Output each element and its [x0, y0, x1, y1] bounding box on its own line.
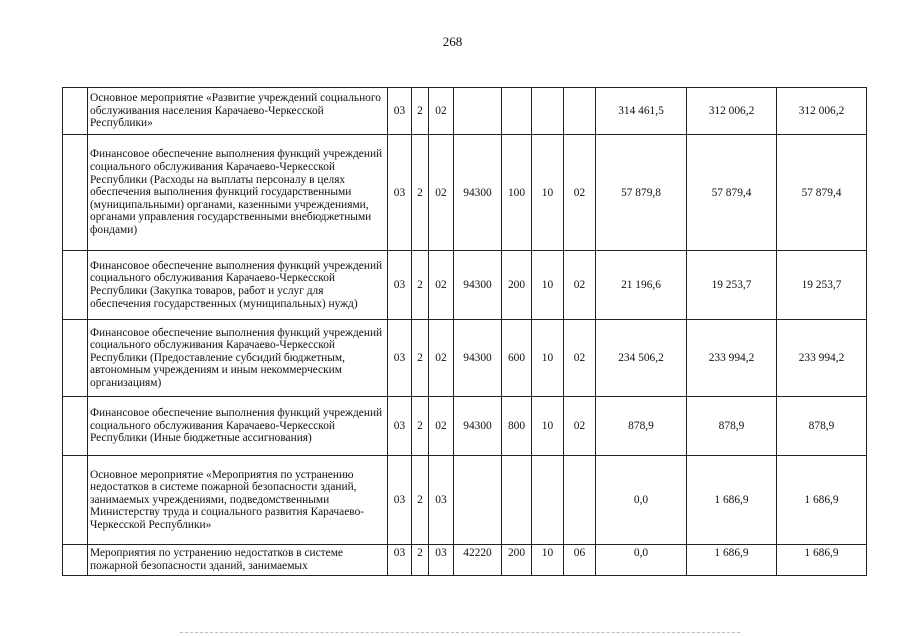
direction-code-cell: 94300 [454, 135, 502, 251]
amount-year-1-cell: 57 879,8 [596, 135, 687, 251]
table-row [63, 251, 867, 320]
chapter-code-cell: 10 [532, 251, 564, 320]
chapter-code-cell [532, 88, 564, 135]
subprogram-code-cell: 2 [412, 456, 429, 545]
direction-code-cell: 94300 [454, 397, 502, 456]
table-row [63, 397, 867, 456]
activity-code-cell: 03 [429, 456, 454, 545]
direction-code-cell [454, 88, 502, 135]
activity-code-cell: 02 [429, 135, 454, 251]
item-name-cell: Финансовое обеспечение выполнения функций учреждений социального обслуживания Карачаево-Черкесской Республики (Иные бюджетные ассигнования) [88, 397, 388, 456]
section-code-cell: 03 [388, 456, 412, 545]
item-name-cell: Финансовое обеспечение выполнения функций учреждений социального обслуживания Карачаево-Черкесской Республики (Расходы на выплаты персоналу в целях обеспечения выполнения функций государственными (муниципальными) органами, казенными учреждениями, органами управления государственными внебюджетными фондами) [88, 135, 388, 251]
amount-year-1-cell: 314 461,5 [596, 88, 687, 135]
activity-code-cell: 02 [429, 320, 454, 397]
row-number-cell [63, 320, 88, 397]
subchapter-code-cell: 02 [564, 251, 596, 320]
amount-year-1-cell: 878,9 [596, 397, 687, 456]
expense-type-cell: 200 [502, 545, 532, 576]
subprogram-code-cell: 2 [412, 397, 429, 456]
chapter-code-cell: 10 [532, 135, 564, 251]
activity-code-cell: 02 [429, 251, 454, 320]
subchapter-code-cell: 02 [564, 397, 596, 456]
page-bottom-divider [180, 632, 740, 634]
item-name-cell: Основное мероприятие «Мероприятия по устранению недостатков в системе пожарной безопасности зданий, занимаемых учреждениями, подведомственными Министерству труда и социального развития Карачаево-Черкесской Республики» [88, 456, 388, 545]
subchapter-code-cell [564, 88, 596, 135]
expense-type-cell [502, 456, 532, 545]
table-row [63, 88, 867, 135]
chapter-code-cell: 10 [532, 545, 564, 576]
subprogram-code-cell: 2 [412, 320, 429, 397]
row-number-cell [63, 456, 88, 545]
subchapter-code-cell: 02 [564, 135, 596, 251]
chapter-code-cell: 10 [532, 320, 564, 397]
amount-year-1-cell: 0,0 [596, 545, 687, 576]
amount-year-2-cell: 1 686,9 [687, 456, 777, 545]
direction-code-cell: 94300 [454, 320, 502, 397]
amount-year-3-cell: 878,9 [777, 397, 867, 456]
subchapter-code-cell [564, 456, 596, 545]
amount-year-3-cell: 19 253,7 [777, 251, 867, 320]
amount-year-2-cell: 312 006,2 [687, 88, 777, 135]
amount-year-1-cell: 0,0 [596, 456, 687, 545]
chapter-code-cell: 10 [532, 397, 564, 456]
activity-code-cell: 02 [429, 397, 454, 456]
amount-year-2-cell: 878,9 [687, 397, 777, 456]
direction-code-cell [454, 456, 502, 545]
table-row [63, 135, 867, 251]
amount-year-3-cell: 1 686,9 [777, 545, 867, 576]
amount-year-3-cell: 57 879,4 [777, 135, 867, 251]
activity-code-cell: 02 [429, 88, 454, 135]
amount-year-3-cell: 312 006,2 [777, 88, 867, 135]
section-code-cell: 03 [388, 397, 412, 456]
item-name-cell: Финансовое обеспечение выполнения функций учреждений социального обслуживания Карачаево-Черкесской Республики (Закупка товаров, работ и услуг для обеспечения государственных (муниципальных) нужд) [88, 251, 388, 320]
row-number-cell [63, 135, 88, 251]
table-row [63, 320, 867, 397]
amount-year-2-cell: 1 686,9 [687, 545, 777, 576]
item-name-cell: Мероприятия по устранению недостатков в системе пожарной безопасности зданий, занимаемых [88, 545, 388, 576]
section-code-cell: 03 [388, 545, 412, 576]
amount-year-1-cell: 21 196,6 [596, 251, 687, 320]
row-number-cell [63, 397, 88, 456]
amount-year-3-cell: 233 994,2 [777, 320, 867, 397]
subprogram-code-cell: 2 [412, 545, 429, 576]
expense-type-cell: 200 [502, 251, 532, 320]
table-row [63, 456, 867, 545]
row-number-cell [63, 251, 88, 320]
subprogram-code-cell: 2 [412, 135, 429, 251]
section-code-cell: 03 [388, 88, 412, 135]
table-row [63, 545, 867, 576]
item-name-cell: Финансовое обеспечение выполнения функций учреждений социального обслуживания Карачаево-Черкесской Республики (Предоставление субсидий бюджетным, автономным учреждениям и иным некоммерческим организациям) [88, 320, 388, 397]
section-code-cell: 03 [388, 320, 412, 397]
subchapter-code-cell: 06 [564, 545, 596, 576]
amount-year-2-cell: 57 879,4 [687, 135, 777, 251]
subchapter-code-cell: 02 [564, 320, 596, 397]
expense-type-cell: 800 [502, 397, 532, 456]
expense-type-cell [502, 88, 532, 135]
amount-year-1-cell: 234 506,2 [596, 320, 687, 397]
row-number-cell [63, 545, 88, 576]
amount-year-2-cell: 233 994,2 [687, 320, 777, 397]
expense-type-cell: 100 [502, 135, 532, 251]
chapter-code-cell [532, 456, 564, 545]
item-name-cell: Основное мероприятие «Развитие учреждений социального обслуживания населения Карачаево-Черкесской Республики» [88, 88, 388, 135]
subprogram-code-cell: 2 [412, 251, 429, 320]
direction-code-cell: 42220 [454, 545, 502, 576]
amount-year-2-cell: 19 253,7 [687, 251, 777, 320]
page-number: 268 [442, 34, 463, 49]
row-number-cell [63, 88, 88, 135]
activity-code-cell: 03 [429, 545, 454, 576]
expense-type-cell: 600 [502, 320, 532, 397]
section-code-cell: 03 [388, 135, 412, 251]
subprogram-code-cell: 2 [412, 88, 429, 135]
amount-year-3-cell: 1 686,9 [777, 456, 867, 545]
budget-table [62, 87, 867, 576]
section-code-cell: 03 [388, 251, 412, 320]
direction-code-cell: 94300 [454, 251, 502, 320]
